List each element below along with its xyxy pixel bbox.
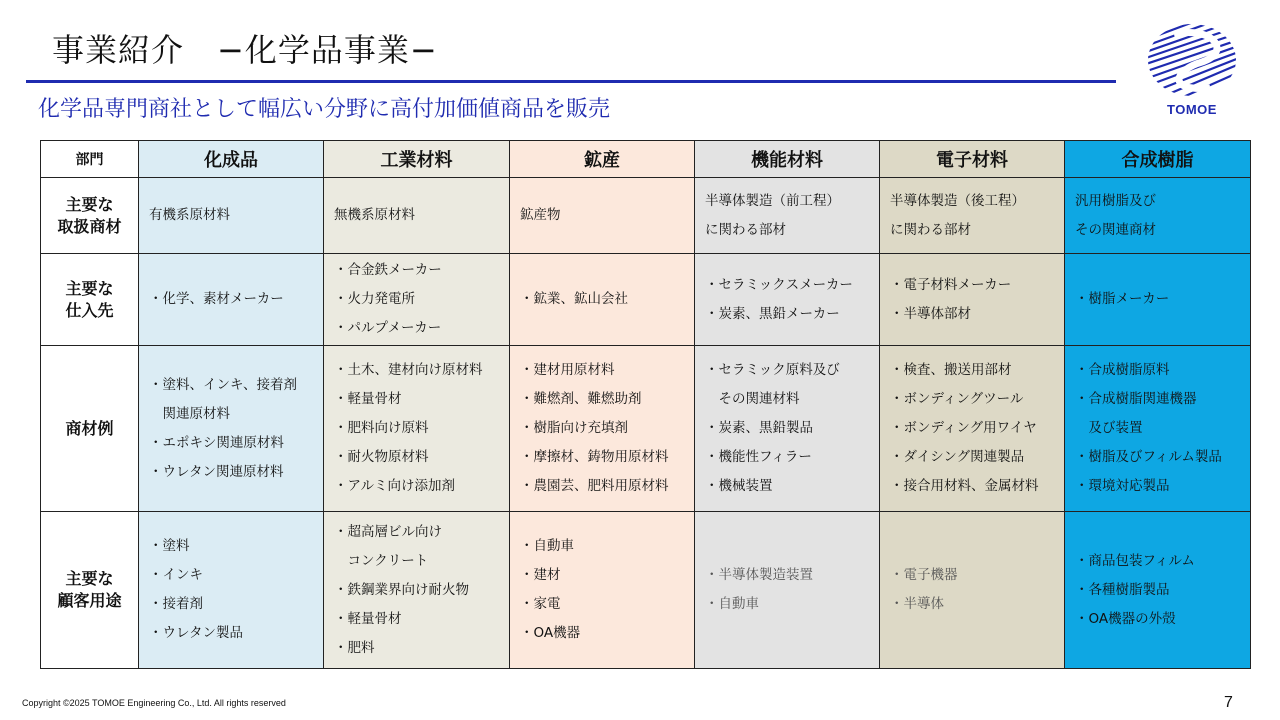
cell-line: その関連商材 xyxy=(1075,221,1156,238)
cell-line: ・合成樹脂関連機器 xyxy=(1075,391,1197,407)
row-header-line: 主要な xyxy=(65,194,114,214)
title-underline xyxy=(26,80,1116,83)
cell-line: 汎用樹脂及び xyxy=(1075,192,1156,209)
tomoe-logo-icon xyxy=(1144,22,1240,102)
cell-line: ・軽量骨材 xyxy=(334,391,402,407)
table-cell-kasei xyxy=(139,512,324,669)
cell-line: 及び装置 xyxy=(1075,420,1143,436)
cell-line: ・半導体製造装置 xyxy=(705,567,813,583)
cell-line: ・接合用材料、金属材料 xyxy=(890,478,1039,494)
cell-line: ・エポキシ関連原材料 xyxy=(149,434,284,451)
table-cell-kogyo xyxy=(324,512,510,669)
table-cell-kogyo xyxy=(324,346,510,512)
table-row xyxy=(41,346,1251,512)
table-row xyxy=(41,254,1251,346)
table-cell-kosan xyxy=(510,254,695,346)
row-header-line: 顧客用途 xyxy=(57,591,122,610)
cell-line: 鉱産物 xyxy=(520,207,561,223)
cell-line: 関連原材料 xyxy=(149,405,230,422)
cell-line: ・合成樹脂原料 xyxy=(1075,362,1170,378)
cell-line: ・肥料向け原料 xyxy=(334,420,429,436)
table-cell-gosei xyxy=(1065,254,1251,346)
table-cell-denshi xyxy=(880,178,1065,254)
table-header-row xyxy=(41,141,1251,178)
cell-line: ・樹脂及びフィルム製品 xyxy=(1075,449,1222,465)
cell-line: ・機械装置 xyxy=(705,478,773,494)
cell-line: ・ウレタン製品 xyxy=(149,625,243,641)
cell-line: ・セラミックスメーカー xyxy=(705,276,853,293)
cell-line: ・農園芸、肥料用原材料 xyxy=(520,478,669,494)
table-cell-kino xyxy=(695,512,880,669)
table-cell-denshi xyxy=(880,254,1065,346)
page-number: 7 xyxy=(1224,694,1233,711)
col-header-kino: 機能材料 xyxy=(695,141,880,178)
cell-line: ・各種樹脂製品 xyxy=(1075,581,1170,598)
cell-line: ・パルプメーカー xyxy=(334,320,442,336)
cell-line: ・鉄鋼業界向け耐火物 xyxy=(334,581,469,598)
cell-line: ・セラミック原料及び xyxy=(705,362,840,378)
page-subtitle: 化学品専門商社として幅広い分野に高付加価値商品を販売 xyxy=(38,97,611,122)
cell-line: 無機系原材料 xyxy=(334,207,415,223)
cell-line: ・肥料 xyxy=(334,639,375,656)
cell-line: ・自動車 xyxy=(705,596,759,612)
col-header-kosan: 鉱産 xyxy=(510,141,695,178)
cell-line: ・鉱業、鉱山会社 xyxy=(520,291,628,307)
cell-line: ・耐火物原材料 xyxy=(334,449,429,465)
col-header-kogyo: 工業材料 xyxy=(324,141,510,178)
cell-line: ・ボンディングツール xyxy=(890,391,1024,407)
corner-header: 部門 xyxy=(41,141,139,178)
table-cell-kasei xyxy=(139,178,324,254)
cell-line: ・難燃剤、難燃助剤 xyxy=(520,391,642,407)
cell-line: その関連材料 xyxy=(705,391,800,407)
cell-line: ・ダイシング関連製品 xyxy=(890,449,1025,465)
row-header xyxy=(41,178,139,254)
cell-line: ・塗料、インキ、接着剤 xyxy=(149,376,297,393)
table-cell-kino xyxy=(695,346,880,512)
cell-line: コンクリート xyxy=(334,552,429,569)
business-table xyxy=(40,140,1251,669)
table-cell-kogyo xyxy=(324,178,510,254)
cell-line: ・電子機器 xyxy=(890,567,958,583)
table-cell-kino xyxy=(695,254,880,346)
row-header xyxy=(41,346,139,512)
row-header-line: 主要な xyxy=(65,278,114,298)
copyright-footer: Copyright ©2025 TOMOE Engineering Co., Ltd. All rights reserved xyxy=(22,698,286,708)
col-header-gosei: 合成樹脂 xyxy=(1065,141,1251,178)
table-cell-kosan xyxy=(510,178,695,254)
table-cell-denshi xyxy=(880,512,1065,669)
cell-line: ・環境対応製品 xyxy=(1075,478,1170,494)
cell-line: ・合金鉄メーカー xyxy=(334,262,442,278)
cell-line: ・検査、搬送用部材 xyxy=(890,362,1012,378)
cell-line: ・塗料 xyxy=(149,538,190,554)
row-header xyxy=(41,254,139,346)
table-cell-kosan xyxy=(510,346,695,512)
cell-line: ・火力発電所 xyxy=(334,291,415,307)
cell-line: ・OA機器 xyxy=(520,625,581,641)
cell-line: ・機能性フィラー xyxy=(705,449,812,465)
cell-line: に関わる部材 xyxy=(705,221,786,238)
company-logo xyxy=(1144,22,1240,122)
row-header-line: 仕入先 xyxy=(65,300,114,320)
table-cell-gosei xyxy=(1065,346,1251,512)
col-header-denshi: 電子材料 xyxy=(880,141,1065,178)
cell-line: ・土木、建材向け原材料 xyxy=(334,362,483,378)
cell-line: ・化学、素材メーカー xyxy=(149,291,284,307)
cell-line: ・家電 xyxy=(520,596,561,612)
cell-line: ・炭素、黒鉛製品 xyxy=(705,420,813,436)
table-cell-gosei xyxy=(1065,178,1251,254)
table-cell-kogyo xyxy=(324,254,510,346)
cell-line: ・OA機器の外殻 xyxy=(1075,610,1176,627)
cell-line: ・自動車 xyxy=(520,538,574,554)
cell-line: 有機系原材料 xyxy=(149,207,230,223)
cell-line: 半導体製造（後工程） xyxy=(890,192,1025,209)
cell-line: ・半導体 xyxy=(890,596,944,612)
page-title: 事業紹介 −化学品事業− xyxy=(52,31,438,69)
table-cell-kino xyxy=(695,178,880,254)
cell-line: ・アルミ向け添加剤 xyxy=(334,478,455,494)
cell-line: ・ボンディング用ワイヤ xyxy=(890,420,1037,436)
cell-line: ・建材用原材料 xyxy=(520,362,615,378)
cell-line: ・建材 xyxy=(520,567,561,583)
table-row xyxy=(41,178,1251,254)
row-header-line: 主要な xyxy=(65,569,114,588)
cell-line: に関わる部材 xyxy=(890,221,971,238)
row-header-line: 取扱商材 xyxy=(57,216,122,236)
table-row xyxy=(41,512,1251,669)
cell-line: ・電子材料メーカー xyxy=(890,276,1012,293)
table-cell-kasei xyxy=(139,346,324,512)
cell-line: ・樹脂メーカー xyxy=(1075,291,1170,307)
cell-line: ・ウレタン関連原材料 xyxy=(149,463,284,480)
cell-line: ・接着剤 xyxy=(149,596,203,612)
cell-line: ・軽量骨材 xyxy=(334,610,402,627)
cell-line: ・インキ xyxy=(149,567,203,583)
col-header-kasei: 化成品 xyxy=(139,141,324,178)
cell-line: ・超高層ビル向け xyxy=(334,523,442,540)
table-cell-kasei xyxy=(139,254,324,346)
table-cell-denshi xyxy=(880,346,1065,512)
cell-line: ・樹脂向け充填剤 xyxy=(520,420,628,436)
cell-line: 半導体製造（前工程） xyxy=(705,192,840,209)
cell-line: ・半導体部材 xyxy=(890,305,971,322)
cell-line: ・炭素、黒鉛メーカー xyxy=(705,305,840,322)
cell-line: ・商品包装フィルム xyxy=(1075,552,1195,569)
cell-line: ・摩擦材、鋳物用原材料 xyxy=(520,449,669,465)
row-header xyxy=(41,512,139,669)
logo-wordmark: TOMOE xyxy=(1167,102,1217,117)
table-cell-kosan xyxy=(510,512,695,669)
row-header-line: 商材例 xyxy=(65,418,114,438)
table-cell-gosei xyxy=(1065,512,1251,669)
